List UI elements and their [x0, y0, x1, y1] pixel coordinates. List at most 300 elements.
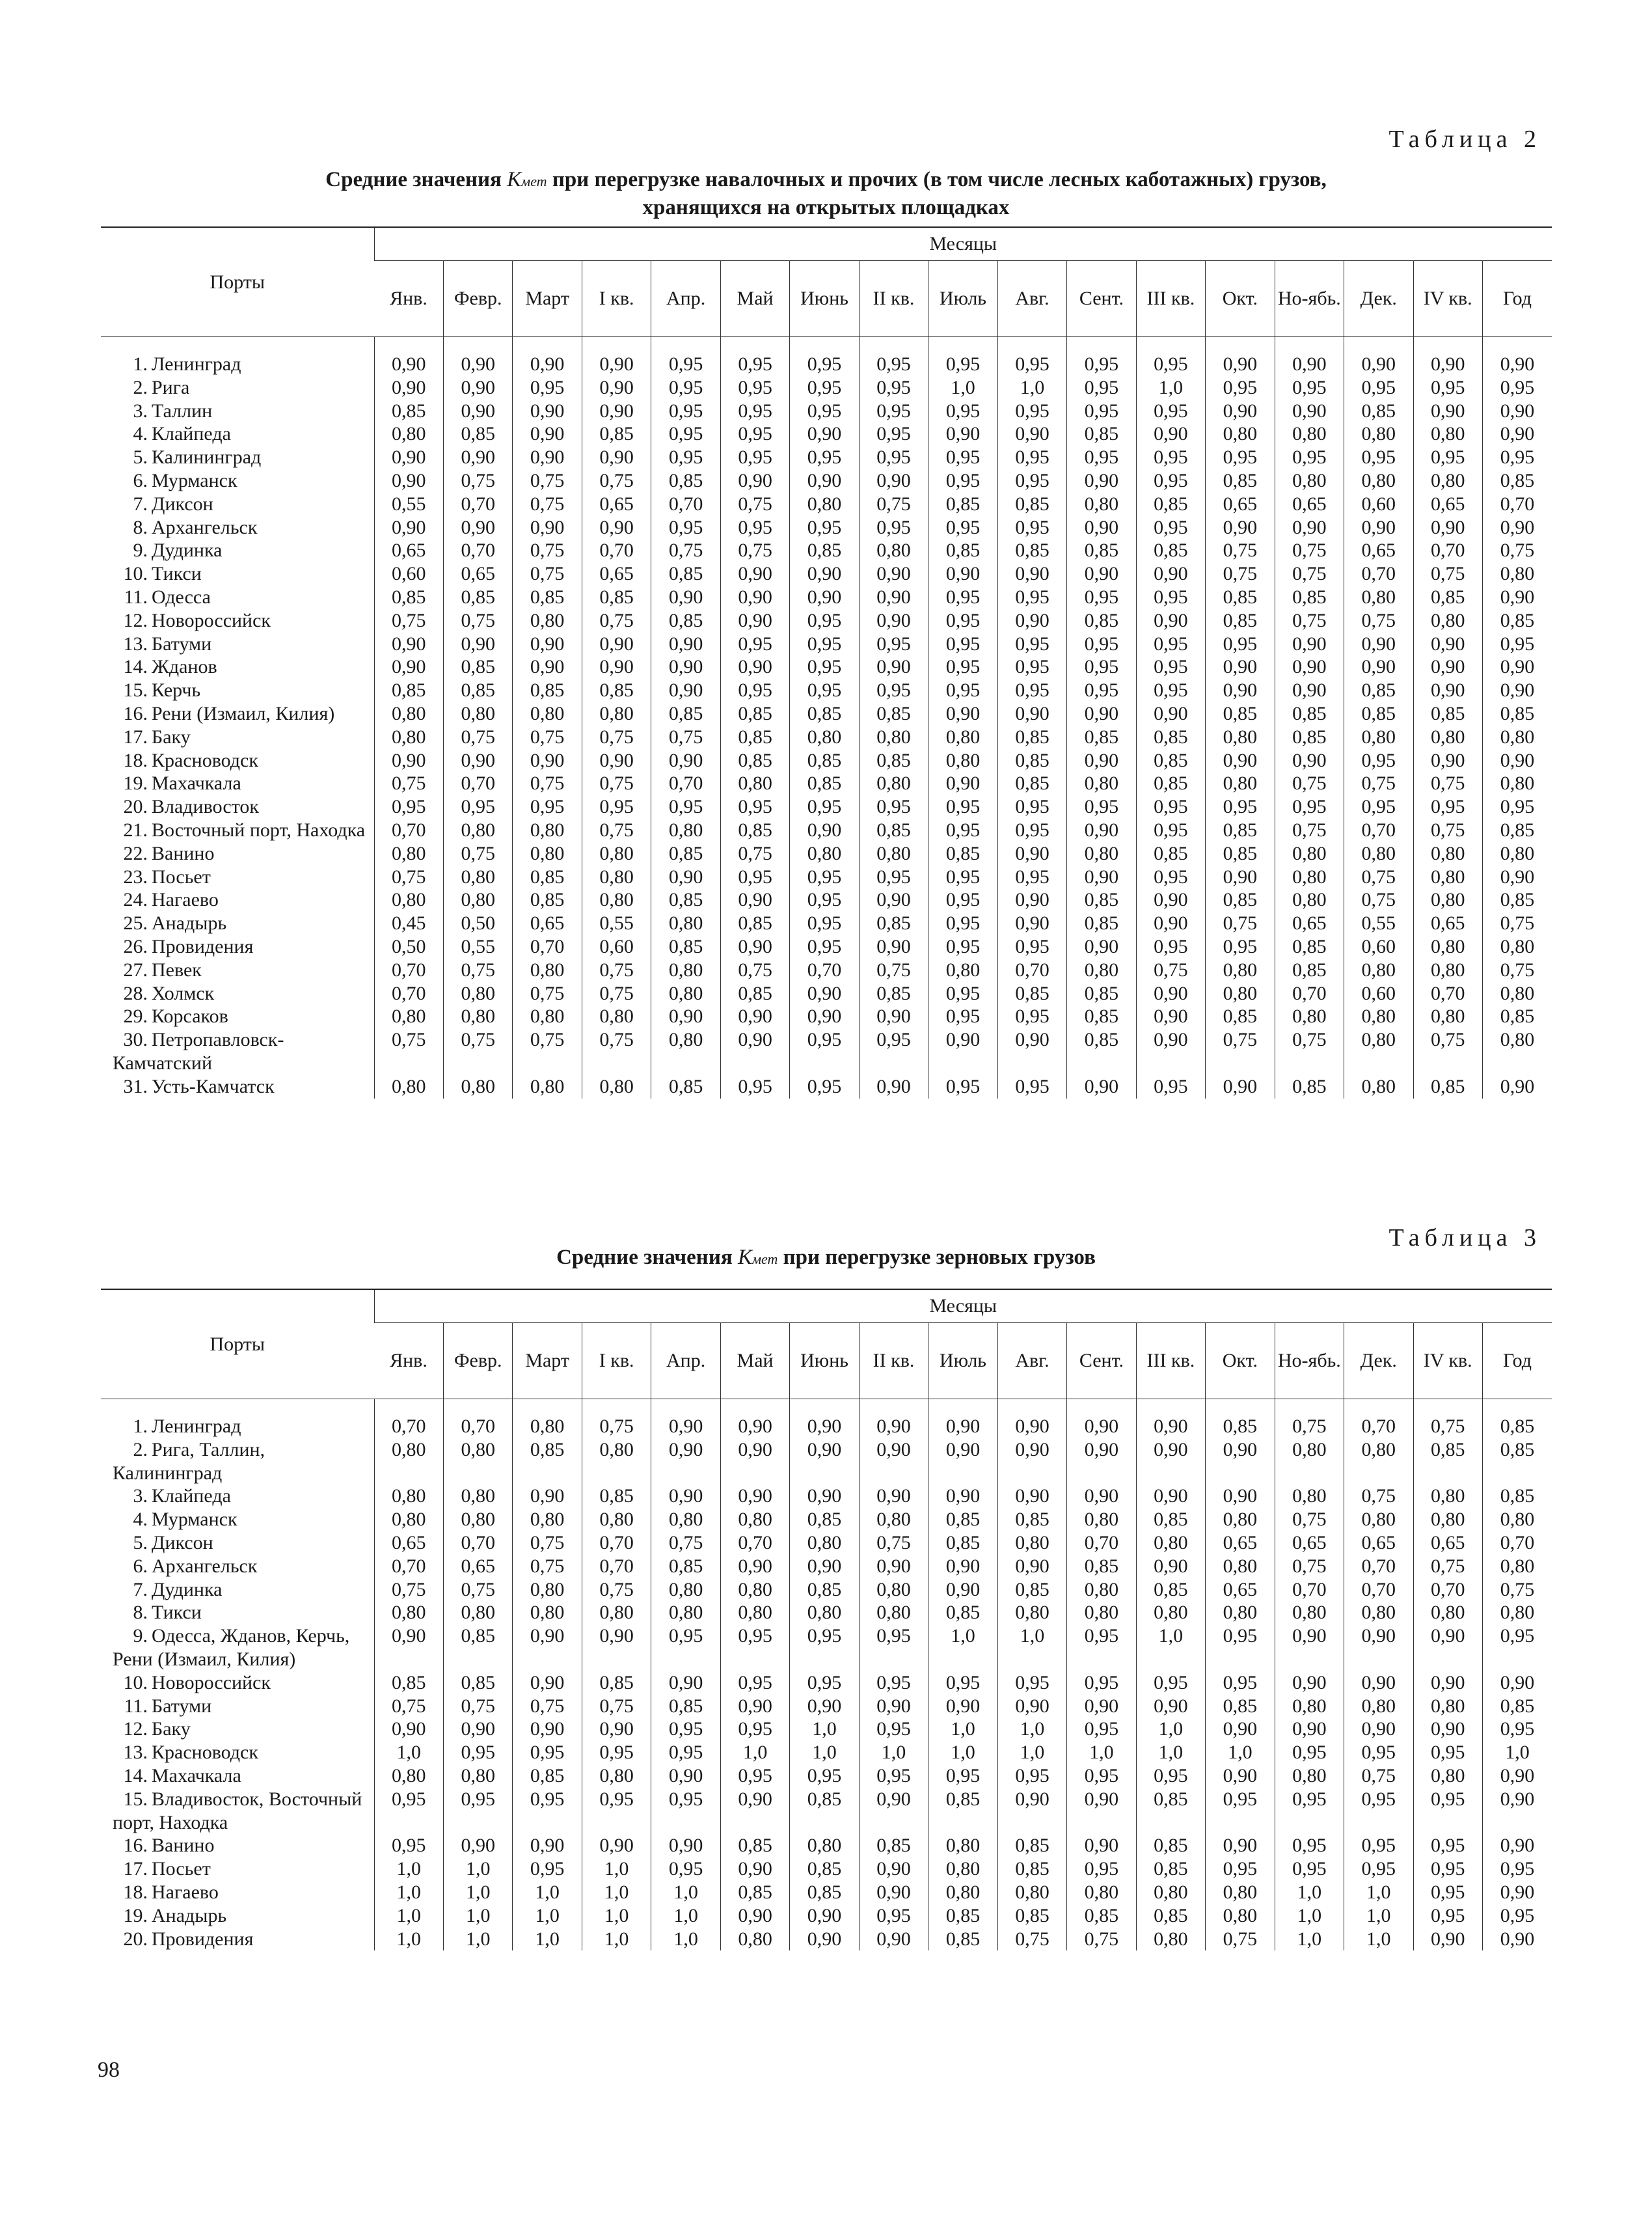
value-cell: 0,95 — [1483, 446, 1552, 469]
value-cell: 0,70 — [1344, 562, 1413, 586]
value-cell: 0,95 — [928, 633, 997, 656]
value-cell: 0,95 — [1067, 376, 1136, 400]
value-cell: 0,70 — [1344, 1555, 1413, 1578]
value-cell: 0,85 — [790, 1788, 859, 1835]
column-header: Окт. — [1206, 261, 1275, 337]
value-cell: 0,80 — [790, 842, 859, 866]
value-cell: 0,95 — [1206, 1624, 1275, 1671]
value-cell: 0,70 — [1344, 819, 1413, 842]
value-cell: 0,80 — [1206, 772, 1275, 795]
value-cell: 0,90 — [582, 655, 651, 679]
row-number: 14. — [123, 1764, 148, 1786]
value-cell: 0,65 — [1344, 539, 1413, 562]
value-cell: 0,95 — [790, 609, 859, 633]
row-number: 27. — [123, 959, 148, 981]
value-cell: 0,70 — [1275, 982, 1344, 1005]
value-cell: 0,90 — [1136, 1555, 1205, 1578]
value-cell: 0,70 — [374, 1399, 443, 1438]
value-cell: 0,90 — [859, 469, 928, 493]
value-cell: 0,80 — [1413, 1005, 1482, 1028]
value-cell: 0,90 — [1275, 749, 1344, 773]
value-cell: 0,95 — [1136, 679, 1205, 702]
value-cell: 0,80 — [582, 1438, 651, 1485]
value-cell: 0,80 — [513, 959, 582, 982]
value-cell: 0,90 — [1136, 888, 1205, 912]
port-name: Посьет — [152, 866, 211, 888]
value-cell: 0,75 — [1275, 772, 1344, 795]
value-cell: 0,95 — [997, 1075, 1066, 1099]
value-cell: 0,85 — [1275, 959, 1344, 982]
value-cell: 0,80 — [790, 1601, 859, 1624]
row-number: 2. — [133, 376, 148, 398]
value-cell: 0,80 — [1067, 1578, 1136, 1602]
value-cell: 0,75 — [720, 842, 789, 866]
value-cell: 0,95 — [1483, 1904, 1552, 1928]
port-name: Анадырь — [152, 912, 227, 935]
port-name: Махачкала — [152, 773, 241, 795]
table-row — [101, 772, 1552, 795]
value-cell: 0,85 — [928, 1601, 997, 1624]
value-cell: 0,90 — [582, 1834, 651, 1857]
value-cell: 0,70 — [443, 1531, 512, 1555]
row-number: 1. — [133, 353, 148, 375]
value-cell: 1,0 — [1275, 1904, 1344, 1928]
value-cell: 0,95 — [651, 1857, 720, 1881]
value-cell: 0,95 — [1413, 1881, 1482, 1904]
value-cell: 0,95 — [1067, 337, 1136, 376]
port-name-cell — [101, 469, 374, 493]
row-number: 20. — [123, 796, 148, 818]
value-cell: 0,90 — [651, 1005, 720, 1028]
port-name: Баку — [152, 726, 191, 748]
column-header: Сент. — [1067, 1323, 1136, 1399]
table-row — [101, 586, 1552, 609]
value-cell: 1,0 — [1136, 1717, 1205, 1741]
value-cell: 0,80 — [1206, 982, 1275, 1005]
value-cell: 0,75 — [582, 609, 651, 633]
value-cell: 0,70 — [443, 1399, 512, 1438]
value-cell: 0,75 — [1344, 866, 1413, 889]
value-cell: 0,90 — [1413, 749, 1482, 773]
value-cell: 1,0 — [582, 1904, 651, 1928]
value-cell: 0,70 — [1483, 1531, 1552, 1555]
value-cell: 0,85 — [720, 726, 789, 749]
value-cell: 0,80 — [1344, 959, 1413, 982]
value-cell: 0,70 — [1413, 1578, 1482, 1602]
value-cell: 0,95 — [790, 633, 859, 656]
value-cell: 0,85 — [928, 842, 997, 866]
value-cell: 0,90 — [513, 1834, 582, 1857]
row-number: 18. — [123, 1881, 148, 1903]
value-cell: 0,95 — [790, 1028, 859, 1075]
value-cell: 0,70 — [651, 772, 720, 795]
value-cell: 0,55 — [582, 912, 651, 935]
value-cell: 0,85 — [582, 586, 651, 609]
value-cell: 0,90 — [582, 446, 651, 469]
value-cell: 0,75 — [1067, 1928, 1136, 1951]
value-cell: 1,0 — [1136, 1624, 1205, 1671]
value-cell: 0,95 — [1344, 446, 1413, 469]
value-cell: 1,0 — [582, 1857, 651, 1881]
months-header: Месяцы — [374, 1289, 1552, 1323]
value-cell: 0,85 — [790, 702, 859, 726]
value-cell: 0,55 — [443, 935, 512, 959]
port-name-cell — [101, 1741, 374, 1764]
value-cell: 0,90 — [720, 1555, 789, 1578]
value-cell: 0,95 — [1136, 1764, 1205, 1788]
value-cell: 0,70 — [1344, 1399, 1413, 1438]
value-cell: 0,85 — [1067, 1555, 1136, 1578]
value-cell: 0,75 — [1136, 959, 1205, 982]
value-cell: 0,70 — [513, 935, 582, 959]
value-cell: 0,80 — [513, 819, 582, 842]
value-cell: 0,85 — [1067, 982, 1136, 1005]
value-cell: 0,60 — [374, 562, 443, 586]
table-row — [101, 935, 1552, 959]
column-header: Янв. — [374, 261, 443, 337]
row-number: 3. — [133, 400, 148, 422]
value-cell: 0,65 — [1275, 1531, 1344, 1555]
value-cell: 0,90 — [651, 1671, 720, 1695]
value-cell: 1,0 — [1344, 1928, 1413, 1951]
value-cell: 1,0 — [928, 1741, 997, 1764]
value-cell: 0,75 — [443, 1028, 512, 1075]
column-header: II кв. — [859, 1323, 928, 1399]
value-cell: 0,95 — [790, 795, 859, 819]
value-cell: 0,85 — [997, 772, 1066, 795]
value-cell: 0,80 — [928, 1881, 997, 1904]
column-header: Февр. — [443, 1323, 512, 1399]
value-cell: 0,95 — [1275, 376, 1344, 400]
value-cell: 0,85 — [651, 1695, 720, 1718]
port-name: Ленинград — [152, 353, 241, 375]
port-name-cell — [101, 982, 374, 1005]
row-number: 17. — [123, 1858, 148, 1880]
value-cell: 0,90 — [790, 1555, 859, 1578]
value-cell: 0,90 — [997, 1788, 1066, 1835]
value-cell: 0,70 — [374, 959, 443, 982]
value-cell: 0,95 — [997, 516, 1066, 540]
value-cell: 0,80 — [1136, 1881, 1205, 1904]
value-cell: 0,85 — [1413, 1075, 1482, 1099]
value-cell: 0,95 — [790, 912, 859, 935]
value-cell: 0,75 — [443, 959, 512, 982]
table-row — [101, 1881, 1552, 1904]
value-cell: 0,80 — [651, 1578, 720, 1602]
value-cell: 0,95 — [720, 633, 789, 656]
value-cell: 0,95 — [1206, 1857, 1275, 1881]
value-cell: 0,90 — [859, 586, 928, 609]
column-header: III кв. — [1136, 1323, 1205, 1399]
value-cell: 0,80 — [1483, 562, 1552, 586]
value-cell: 0,95 — [1136, 866, 1205, 889]
value-cell: 0,90 — [582, 1624, 651, 1671]
value-cell: 0,95 — [859, 795, 928, 819]
value-cell: 0,85 — [790, 1857, 859, 1881]
value-cell: 1,0 — [790, 1741, 859, 1764]
port-name-cell — [101, 1928, 374, 1951]
value-cell: 0,85 — [513, 1764, 582, 1788]
value-cell: 0,85 — [928, 1928, 997, 1951]
value-cell: 0,85 — [997, 982, 1066, 1005]
value-cell: 0,80 — [1136, 1531, 1205, 1555]
value-cell: 0,85 — [1413, 702, 1482, 726]
value-cell: 0,85 — [1067, 888, 1136, 912]
value-cell: 0,90 — [997, 1028, 1066, 1075]
value-cell: 0,90 — [1206, 1438, 1275, 1485]
port-name-cell — [101, 633, 374, 656]
value-cell: 1,0 — [374, 1741, 443, 1764]
value-cell: 0,80 — [513, 1399, 582, 1438]
table-row — [101, 376, 1552, 400]
value-cell: 0,80 — [1206, 726, 1275, 749]
value-cell: 0,80 — [582, 866, 651, 889]
value-cell: 0,85 — [1136, 842, 1205, 866]
value-cell: 0,95 — [1344, 1857, 1413, 1881]
value-cell: 0,85 — [1136, 772, 1205, 795]
port-name: Дудинка — [152, 1578, 223, 1600]
value-cell: 0,80 — [1413, 469, 1482, 493]
value-cell: 0,90 — [1206, 337, 1275, 376]
value-cell: 0,80 — [513, 1075, 582, 1099]
value-cell: 0,85 — [443, 586, 512, 609]
value-cell: 0,90 — [651, 1438, 720, 1485]
value-cell: 0,80 — [443, 1508, 512, 1531]
value-cell: 0,70 — [1413, 982, 1482, 1005]
value-cell: 0,75 — [374, 1028, 443, 1075]
value-cell: 0,80 — [582, 702, 651, 726]
port-name: Новороссийск — [152, 609, 271, 631]
value-cell: 0,80 — [1413, 422, 1482, 446]
value-cell: 1,0 — [997, 1717, 1066, 1741]
value-cell: 0,90 — [443, 376, 512, 400]
value-cell: 0,90 — [1067, 1834, 1136, 1857]
value-cell: 0,80 — [720, 1601, 789, 1624]
value-cell: 0,65 — [1275, 912, 1344, 935]
value-cell: 0,80 — [1067, 772, 1136, 795]
port-name-cell — [101, 888, 374, 912]
value-cell: 0,80 — [1344, 1075, 1413, 1099]
value-cell: 0,80 — [1067, 842, 1136, 866]
value-cell: 0,95 — [1344, 1834, 1413, 1857]
table-row — [101, 982, 1552, 1005]
value-cell: 0,90 — [997, 1555, 1066, 1578]
value-cell: 0,90 — [790, 1484, 859, 1508]
value-cell: 0,85 — [1483, 609, 1552, 633]
value-cell: 1,0 — [513, 1881, 582, 1904]
port-name-cell — [101, 1904, 374, 1928]
value-cell: 0,75 — [374, 866, 443, 889]
value-cell: 0,85 — [928, 493, 997, 516]
value-cell: 0,95 — [790, 655, 859, 679]
value-cell: 0,70 — [374, 982, 443, 1005]
value-cell: 0,85 — [1206, 1399, 1275, 1438]
value-cell: 0,80 — [1413, 959, 1482, 982]
value-cell: 0,85 — [443, 1671, 512, 1695]
port-name-cell — [101, 1578, 374, 1602]
value-cell: 0,80 — [1413, 1764, 1482, 1788]
port-name-cell — [101, 562, 374, 586]
value-cell: 0,80 — [651, 912, 720, 935]
port-name: Одесса — [152, 586, 211, 608]
table-row — [101, 633, 1552, 656]
value-cell: 0,90 — [1275, 400, 1344, 423]
port-name-cell — [101, 1028, 374, 1075]
value-cell: 0,95 — [720, 1624, 789, 1671]
value-cell: 0,90 — [1206, 516, 1275, 540]
value-cell: 0,95 — [582, 795, 651, 819]
value-cell: 0,95 — [513, 1857, 582, 1881]
value-cell: 0,95 — [859, 1028, 928, 1075]
value-cell: 0,75 — [582, 726, 651, 749]
value-cell: 0,85 — [928, 1508, 997, 1531]
value-cell: 0,75 — [1275, 609, 1344, 633]
value-cell: 0,80 — [443, 1764, 512, 1788]
value-cell: 0,75 — [1413, 819, 1482, 842]
value-cell: 0,90 — [1483, 866, 1552, 889]
port-name: Владивосток — [152, 796, 259, 818]
value-cell: 0,80 — [582, 1508, 651, 1531]
value-cell: 0,75 — [582, 1399, 651, 1438]
value-cell: 0,90 — [651, 1399, 720, 1438]
port-name: Махачкала — [152, 1764, 241, 1786]
value-cell: 0,75 — [513, 469, 582, 493]
value-cell: 0,85 — [1483, 1438, 1552, 1485]
value-cell: 0,95 — [651, 1741, 720, 1764]
value-cell: 0,95 — [513, 1788, 582, 1835]
value-cell: 0,95 — [1275, 1788, 1344, 1835]
value-cell: 0,80 — [1206, 1555, 1275, 1578]
value-cell: 0,80 — [859, 1508, 928, 1531]
port-name: Архангельск — [152, 1555, 258, 1577]
port-name: Красноводск — [152, 1742, 258, 1764]
value-cell: 0,75 — [1413, 1028, 1482, 1075]
value-cell: 0,85 — [1206, 819, 1275, 842]
value-cell: 0,85 — [720, 1834, 789, 1857]
value-cell: 0,80 — [582, 1601, 651, 1624]
table-2-label: Таблица 2 — [1388, 126, 1541, 153]
value-cell: 0,65 — [582, 493, 651, 516]
value-cell: 0,75 — [513, 1555, 582, 1578]
value-cell: 0,95 — [928, 1671, 997, 1695]
value-cell: 0,95 — [859, 679, 928, 702]
value-cell: 0,95 — [859, 1624, 928, 1671]
value-cell: 0,80 — [1413, 609, 1482, 633]
value-cell: 0,95 — [1275, 446, 1344, 469]
port-name: Диксон — [152, 493, 213, 515]
port-name: Баку — [152, 1718, 191, 1740]
value-cell: 0,80 — [997, 1881, 1066, 1904]
value-cell: 0,90 — [1067, 469, 1136, 493]
value-cell: 0,95 — [651, 376, 720, 400]
column-header: Авг. — [997, 1323, 1066, 1399]
value-cell: 0,50 — [374, 935, 443, 959]
value-cell: 0,80 — [928, 1857, 997, 1881]
value-cell: 0,75 — [582, 1695, 651, 1718]
value-cell: 0,95 — [1344, 795, 1413, 819]
value-cell: 0,80 — [513, 1578, 582, 1602]
value-cell: 0,80 — [1067, 959, 1136, 982]
port-name-cell — [101, 866, 374, 889]
row-number: 13. — [123, 1742, 148, 1764]
value-cell: 0,75 — [720, 959, 789, 982]
value-cell: 1,0 — [374, 1928, 443, 1951]
value-cell: 0,95 — [1206, 795, 1275, 819]
value-cell: 0,75 — [1275, 1555, 1344, 1578]
table-row — [101, 679, 1552, 702]
value-cell: 0,75 — [443, 1695, 512, 1718]
value-cell: 0,95 — [790, 337, 859, 376]
port-name-cell — [101, 795, 374, 819]
value-cell: 0,70 — [1067, 1531, 1136, 1555]
value-cell: 0,85 — [1483, 1005, 1552, 1028]
value-cell: 0,95 — [790, 400, 859, 423]
port-name: Калининград — [152, 446, 262, 469]
value-cell: 0,90 — [859, 888, 928, 912]
value-cell: 0,90 — [997, 609, 1066, 633]
value-cell: 0,85 — [790, 1578, 859, 1602]
value-cell: 0,90 — [720, 1857, 789, 1881]
value-cell: 0,75 — [582, 1028, 651, 1075]
value-cell: 0,85 — [1067, 1904, 1136, 1928]
table-row — [101, 1601, 1552, 1624]
table-row — [101, 469, 1552, 493]
port-name: Батуми — [152, 1695, 212, 1717]
value-cell: 0,90 — [1067, 562, 1136, 586]
port-name: Петропавловск-Камчатский — [113, 1029, 284, 1074]
value-cell: 0,90 — [859, 1788, 928, 1835]
value-cell: 0,95 — [1413, 446, 1482, 469]
table-row — [101, 539, 1552, 562]
port-name-cell — [101, 1857, 374, 1881]
value-cell: 0,95 — [1413, 1741, 1482, 1764]
value-cell: 0,90 — [1483, 1671, 1552, 1695]
value-cell: 0,95 — [859, 1764, 928, 1788]
value-cell: 0,80 — [374, 1764, 443, 1788]
value-cell: 0,85 — [1067, 1028, 1136, 1075]
value-cell: 0,70 — [443, 493, 512, 516]
value-cell: 0,85 — [790, 749, 859, 773]
value-cell: 0,90 — [1275, 337, 1344, 376]
value-cell: 0,75 — [1413, 1399, 1482, 1438]
value-cell: 0,95 — [1067, 446, 1136, 469]
port-name: Тикси — [152, 1602, 202, 1624]
port-name: Жданов — [152, 656, 217, 678]
value-cell: 0,95 — [1206, 1788, 1275, 1835]
value-cell: 0,90 — [1275, 633, 1344, 656]
value-cell: 0,85 — [997, 539, 1066, 562]
value-cell: 0,95 — [1136, 655, 1205, 679]
value-cell: 0,85 — [1067, 1005, 1136, 1028]
value-cell: 0,85 — [1136, 493, 1205, 516]
value-cell: 0,80 — [1067, 1508, 1136, 1531]
value-cell: 0,90 — [859, 1881, 928, 1904]
port-name: Посьет — [152, 1858, 211, 1880]
port-name-cell — [101, 1555, 374, 1578]
value-cell: 0,85 — [582, 1484, 651, 1508]
row-number: 29. — [123, 1005, 148, 1028]
value-cell: 1,0 — [928, 1717, 997, 1741]
value-cell: 0,85 — [790, 772, 859, 795]
value-cell: 0,80 — [1067, 493, 1136, 516]
value-cell: 0,90 — [1413, 679, 1482, 702]
value-cell: 0,90 — [1067, 1484, 1136, 1508]
value-cell: 0,90 — [1206, 400, 1275, 423]
value-cell: 0,85 — [1136, 1857, 1205, 1881]
value-cell: 0,85 — [1413, 1438, 1482, 1485]
value-cell: 0,75 — [1275, 819, 1344, 842]
value-cell: 0,95 — [1136, 400, 1205, 423]
